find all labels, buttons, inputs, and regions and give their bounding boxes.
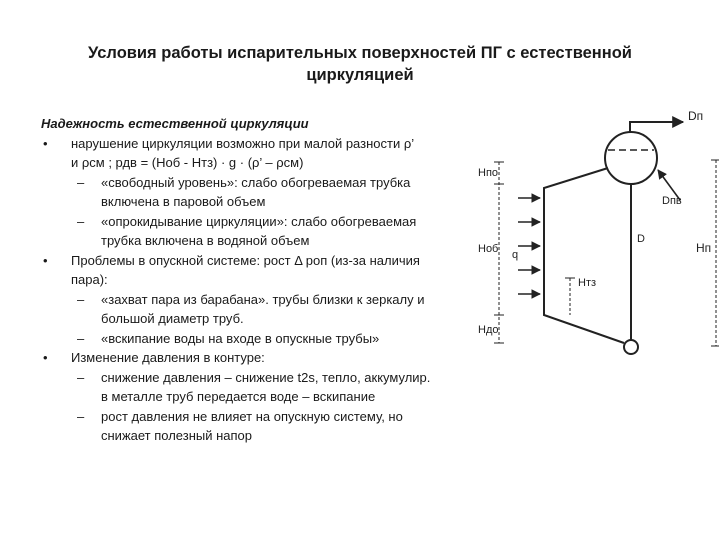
dash-item-overturn [41, 212, 486, 251]
dash-item-free-level [41, 173, 486, 212]
bullet-item-circulation [41, 134, 486, 173]
dash-line: – рост давления не влияет на опускную систему, но [101, 408, 403, 424]
slide-body [41, 114, 486, 446]
label-q: q [512, 249, 519, 261]
dash-item-steam-capture [41, 290, 486, 329]
label-dpv: Dпв [662, 195, 682, 207]
label-dp: Dп [688, 109, 704, 123]
dash-line: в металле труб передается воде – вскипание [101, 389, 376, 404]
bottom-collector [624, 340, 638, 354]
dash-line: – снижение давления – снижение t2s, тепло, аккумулир. [101, 369, 431, 385]
title-line-1: Условия работы испарительных поверхностей ПГ с естественной [88, 44, 632, 62]
dash-line: большой диаметр труб. [101, 311, 244, 326]
bullet-line: и ρсм ; рдв = (Ноб - Нтз) · g · (ρ’ – ρсм) [71, 155, 304, 170]
dash-line: – «опрокидывание циркуляции»: слабо обогреваемая [101, 213, 417, 229]
bullet-line: • Проблемы в опускной системе: рост Δ роп (из-за наличия [71, 252, 420, 268]
label-d: D [637, 233, 645, 245]
slide-title [60, 42, 660, 86]
bullet-item-downcomer [41, 251, 486, 290]
dash-line: – «захват пара из барабана». трубы близки к зеркалу и [101, 291, 425, 307]
title-line-2: циркуляцией [306, 66, 414, 84]
dash-line: снижает полезный напор [101, 428, 253, 443]
bullet-line: • Изменение давления в контуре: [71, 350, 265, 365]
label-hob: Ноб [478, 243, 499, 255]
label-htz: Нтз [578, 277, 597, 289]
dash-line: – «свободный уровень»: слабо обогреваемая трубка [101, 174, 411, 190]
label-hdo: Ндо [478, 324, 499, 336]
bullet-line: пара): [71, 272, 108, 287]
dash-line: включена в паровой объем [101, 194, 266, 209]
dash-line: – «вскипание воды на входе в опускные трубы» [101, 330, 380, 346]
section-heading: Надежность естественной циркуляции [41, 116, 309, 131]
bullet-line: • нарушение циркуляции возможно при малой разности ρ’ [71, 135, 415, 151]
drum [605, 132, 657, 184]
label-hpo: Нпо [478, 167, 499, 179]
dash-line: трубка включена в водяной объем [101, 233, 310, 248]
riser-section [544, 168, 624, 343]
dash-item-pressure-drop [41, 368, 486, 407]
label-hp: Нп [696, 241, 712, 255]
circulation-diagram [470, 95, 720, 375]
dash-item-pressure-rise [41, 407, 486, 446]
bullet-item-pressure [41, 348, 486, 368]
dash-item-boiling [41, 329, 486, 349]
